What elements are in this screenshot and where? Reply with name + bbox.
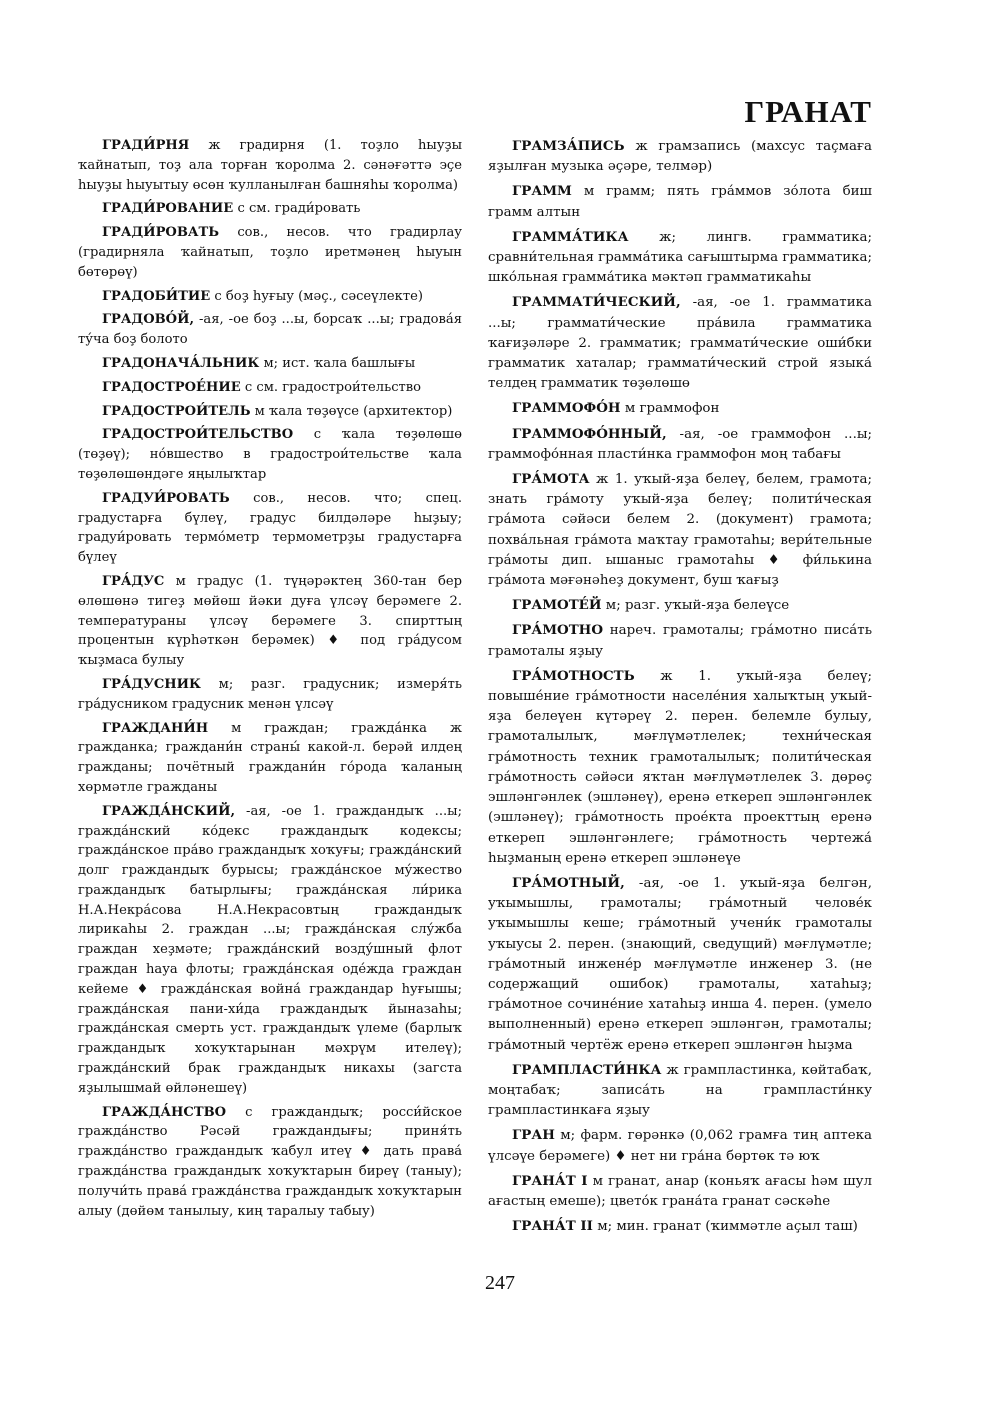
entry-definition: сов., несов. что; спец. градустарға бүлеү, градус билдәләре һыҙыу; градуи́ровать термо́метр термометрҙы градустарға бүлеү [78,490,462,566]
entry-definition: нареч. грамоталы; гра́мотно писа́ть грамоталы яҙыу [488,623,872,659]
entry-definition: м; разг. уҡый-яҙа белеүсе [601,598,790,614]
dictionary-entry [488,620,872,661]
dictionary-entry [78,310,462,350]
dictionary-entry [78,489,462,568]
dictionary-entry [78,1103,462,1222]
dictionary-entry [488,666,872,869]
entry-definition: с см. градострои́тельство [240,379,422,395]
entry-headword: ГРАМПЛАСТИ́НКА [512,1061,662,1078]
entry-definition: с см. гради́ровать [233,201,361,217]
entry-headword: ГРА́ДУСНИК [102,676,201,692]
dictionary-entry [488,469,872,591]
entry-definition: м грамм; пять гра́ммов зо́лота биш грамм алтын [488,184,872,220]
entry-headword: ГРА́МОТНЫЙ, [512,874,625,891]
entry-definition: -ая, -ое граммофон ...ы; граммофо́нная пласти́нка граммофон моң табағы [488,426,872,462]
entry-headword: ГРАЖДА́НСТВО [102,1104,227,1120]
dictionary-entry [78,402,462,422]
dictionary-entry [78,199,462,219]
dictionary-entry [488,1171,872,1212]
entry-headword: ГРАДИ́РОВАНИЕ [102,201,234,217]
dictionary-entry [78,572,462,671]
dictionary-entry [488,1125,872,1166]
left-column [78,136,462,1225]
dictionary-entry [78,136,462,195]
dictionary-entry [488,136,872,177]
entry-definition: -ая, -ое 1. граждандыҡ ...ы; гражда́нский ко́декс граждандыҡ кодексы; гражда́нское пра́во граждандыҡ хоҡуғы; гражда́нский долг граждандыҡ бурысы; гражда́нское му́жество граждандыҡ батырлығы; гражда́нская ли́рика Н.А.Некра́сова Н.А.Некрасовтың граждандыҡ лирикаһы 2. граждан ...ы; гражда́нская слу́жба граждан хеҙмәте; гражда́нский возду́шный флот граждан һауа флоты; гражда́нская оде́жда граждан кейеме ♦ гражда́нская война́ граждандар һуғышы; гражда́нская пани-хи́да граждандыҡ йыназаһы; гражда́нская смерть уст. граждандыҡ үлеме (барлыҡ граждандыҡ хоҡуҡтарынан мәхрүм ителеү); гражда́нский брак граждандыҡ никахы (загста яҙылышмай өйләнешеү) [78,803,462,1096]
entry-headword: ГРАНА́Т I [512,1172,588,1189]
entry-headword: ГРАДОНАЧА́ЛЬНИК [102,355,260,371]
dictionary-entry [488,292,872,394]
entry-definition: м ҡала төҙөүсе (архитектор) [250,403,453,419]
running-head: ГРАНАТ [744,94,872,129]
entry-headword: ГРАММОФО́ННЫЙ, [512,425,667,442]
dictionary-entry [488,424,872,465]
entry-headword: ГРАДОСТРОИ́ТЕЛЬ [102,403,251,419]
entry-definition: с граждандыҡ; росси́йское гражда́нство Рәсәй граждандығы; приня́ть гражда́нство граждандыҡ ҡабул итеү ♦ дать права́ гражда́нства граждандыҡ хоҡуҡтарын биреү (таныу); получи́ть права́ гражда́нства граждандыҡ хоҡуҡтарын алыу (дөйөм танылыу, киң таралыу табыу) [78,1104,462,1219]
entry-definition: ж грампластинка, көйтабаҡ, моңтабаҡ; записа́ть на грампласти́нку грампластинкаға яҙыу [488,1062,872,1119]
entry-headword: ГРА́МОТА [512,471,590,488]
entry-headword: ГРАДИ́РОВАТЬ [102,225,220,241]
dictionary-entry [488,398,872,419]
entry-definition: с ҡала төҙөлөшө (төҙөү); но́вшество в градострои́тельстве ҡала төҙөлөшөндәге яңылыҡтар [78,427,462,482]
dictionary-entry [78,287,462,307]
entry-definition: -ая, -ое 1. уҡый-яҙа белгән, уҡымышлы, грамоталы; гра́мотный челове́к уҡымышлы кеше; гра́мотный учени́к грамоталы уҡыусы 2. перен. (знающий, сведущий) мәғлүмәтле; гра́мотный инжене́р мәғлүмәтле инженер 3. (не содержащий ошибок) грамоталы, хатаһыҙ; гра́мотное сочине́ние хатаһыҙ инша 4. перен. (умело выполненный) еренә еткереп эшләнгән, грамоталы; гра́мотный чертёж еренә еткереп эшләнгән һыҙма [488,875,872,1053]
dictionary-entry [78,425,462,484]
entry-definition: м граммофон [620,401,720,417]
entry-headword: ГРАДУИ́РОВАТЬ [102,490,230,506]
entry-definition: сов., несов. что градирлау (градирняла ҡайнатып, тоҙло иретмәнең һыуын бөтөрөү) [78,225,462,280]
dictionary-entry [78,223,462,282]
entry-headword: ГРАММОФО́Н [512,400,621,417]
entry-headword: ГРАММА́ТИКА [512,228,629,245]
entry-definition: м; фарм. гөрәнкә (0,062 грамға тиң аптека үлсәүе берәмеге) ♦ нет ни гра́на бөртөк тә юҡ [488,1128,872,1164]
entry-headword: ГРАЖДАНИ́Н [102,720,209,736]
entry-definition: м; разг. градусник; измеря́ть гра́дусником градусник менән үлсәү [78,676,462,712]
entry-headword: ГРА́МОТНОСТЬ [512,667,635,684]
entry-headword: ГРАНА́Т II [512,1218,593,1235]
dictionary-entry [78,354,462,374]
entry-definition: -ая, -ое боҙ ...ы, борсаҡ ...ы; градова́я ту́ча боҙ болото [78,312,462,348]
entry-headword: ГРАДОСТРОИ́ТЕЛЬСТВО [102,427,294,443]
entry-headword: ГРАДОВО́Й, [102,312,195,328]
dictionary-entry [78,378,462,398]
entry-definition: ж градирня (1. тоҙло һыуҙы ҡайнатып, тоҙ ала торған ҡоролма 2. сәнәғәттә эҫе һыуҙы һыуытыу өсөн ҡулланылған башняһы ҡоролма) [78,138,462,193]
dictionary-entry [488,227,872,289]
entry-definition: ж 1. уҡый-яҙа белеү, белем, грамота; знать гра́моту уҡый-яҙа белеү; полити́ческая гра́мота сәйәси белем 2. (документ) грамота; похва́льная гра́мота маҡтау грамотаһы; вери́тельные гра́моты дип. ышаныс грамотаһы ♦ фи́лькина гра́мота мәғәнәһеҙ документ, буш ҡағыҙ [488,472,872,589]
dictionary-entry [78,675,462,715]
dictionary-entry [78,802,462,1099]
entry-headword: ГРАМЗА́ПИСЬ [512,138,625,154]
entry-headword: ГРАМОТЕ́Й [512,597,602,614]
entry-definition: м; мин. гранат (ҡиммәтле аҫыл таш) [592,1219,858,1235]
entry-definition: м гранат, анар (коньяҡ ағасы һәм шул ағастың емеше); цвето́к грана́та гранат сәскәһе [488,1173,873,1209]
entry-definition: м граждан; гражда́нка ж гражданка; граждани́н страны́ какой-л. берәй илдең гражданы; почётный граждани́н го́рода ҡаланың хөрмәтле гражданы [78,720,462,795]
entry-definition: -ая, -ое 1. грамматика ...ы; граммати́ческие пра́вила грамматика ҡағиҙәләре 2. грамматик; граммати́ческие оши́бки грамматик хаталар; граммати́ческий строй языка́ телдең грамматик төҙөлөшө [488,295,872,392]
page-number: 247 [485,1272,515,1294]
dictionary-entry [488,873,872,1056]
dictionary-entry [488,1216,872,1237]
dictionary-entry [78,719,462,798]
entry-headword: ГРАДОБИ́ТИЕ [102,288,211,304]
entry-definition: м; ист. ҡала башлығы [259,355,416,371]
entry-definition: ж грамзапись (махсус таҫмаға яҙылған музыка әҫәре, телмәр) [488,139,872,175]
entry-headword: ГРАММАТИ́ЧЕСКИЙ, [512,294,681,311]
entry-definition: м градус (1. түңәрәктең 360-тан бер өлөшөнә тигеҙ мөйөш йәки дуға үлсәү берәмеге 2. температураны үлсәү берәмеге 3. спирттың процентын күрһәткән берәмек) ♦ под гра́дусом ҡыҙмаса булыу [78,573,462,669]
dictionary-entry [488,1060,872,1122]
entry-headword: ГРА́ДУС [102,573,165,589]
entry-headword: ГРАН [512,1127,555,1144]
entry-headword: ГРАММ [512,183,572,200]
entry-headword: ГРАЖДА́НСКИЙ, [102,803,236,819]
right-column [488,136,872,1241]
entry-headword: ГРА́МОТНО [512,622,603,639]
entry-definition: ж; лингв. грамматика; сравни́тельная грамма́тика сағыштырма грамматика; шко́льная грамма́тика мәктәп грамматикаһы [488,229,872,286]
dictionary-entry [488,595,872,616]
entry-definition: ж 1. уҡый-яҙа белеү; повыше́ние гра́мотности населе́ния халыҡтың уҡый-яҙа белеүен күтәреү 2. перен. белемле булыу, грамоталылыҡ, мәғлүмәтлелек; техни́ческая гра́мотность техник грамоталылыҡ; полити́ческая гра́мотность сәйәси яҡтан мәғлүмәтлелек 3. дөрөҫ эшләнгәнлек (эшләнеү), еренә еткереп эшләнгәнлек (эшләнеү); гра́мотность прое́кта проекттың еренә еткереп эшләнгәнлеге; гра́мотность чертежа́ һыҙманың еренә еткереп эшләнеүе [488,668,872,866]
entry-headword: ГРАДОСТРОЕ́НИЕ [102,379,241,395]
entry-headword: ГРАДИ́РНЯ [102,138,190,153]
entry-definition: с боҙ һуғыу (мәҫ., сәсеүлекте) [210,288,423,304]
dictionary-entry [488,181,872,222]
